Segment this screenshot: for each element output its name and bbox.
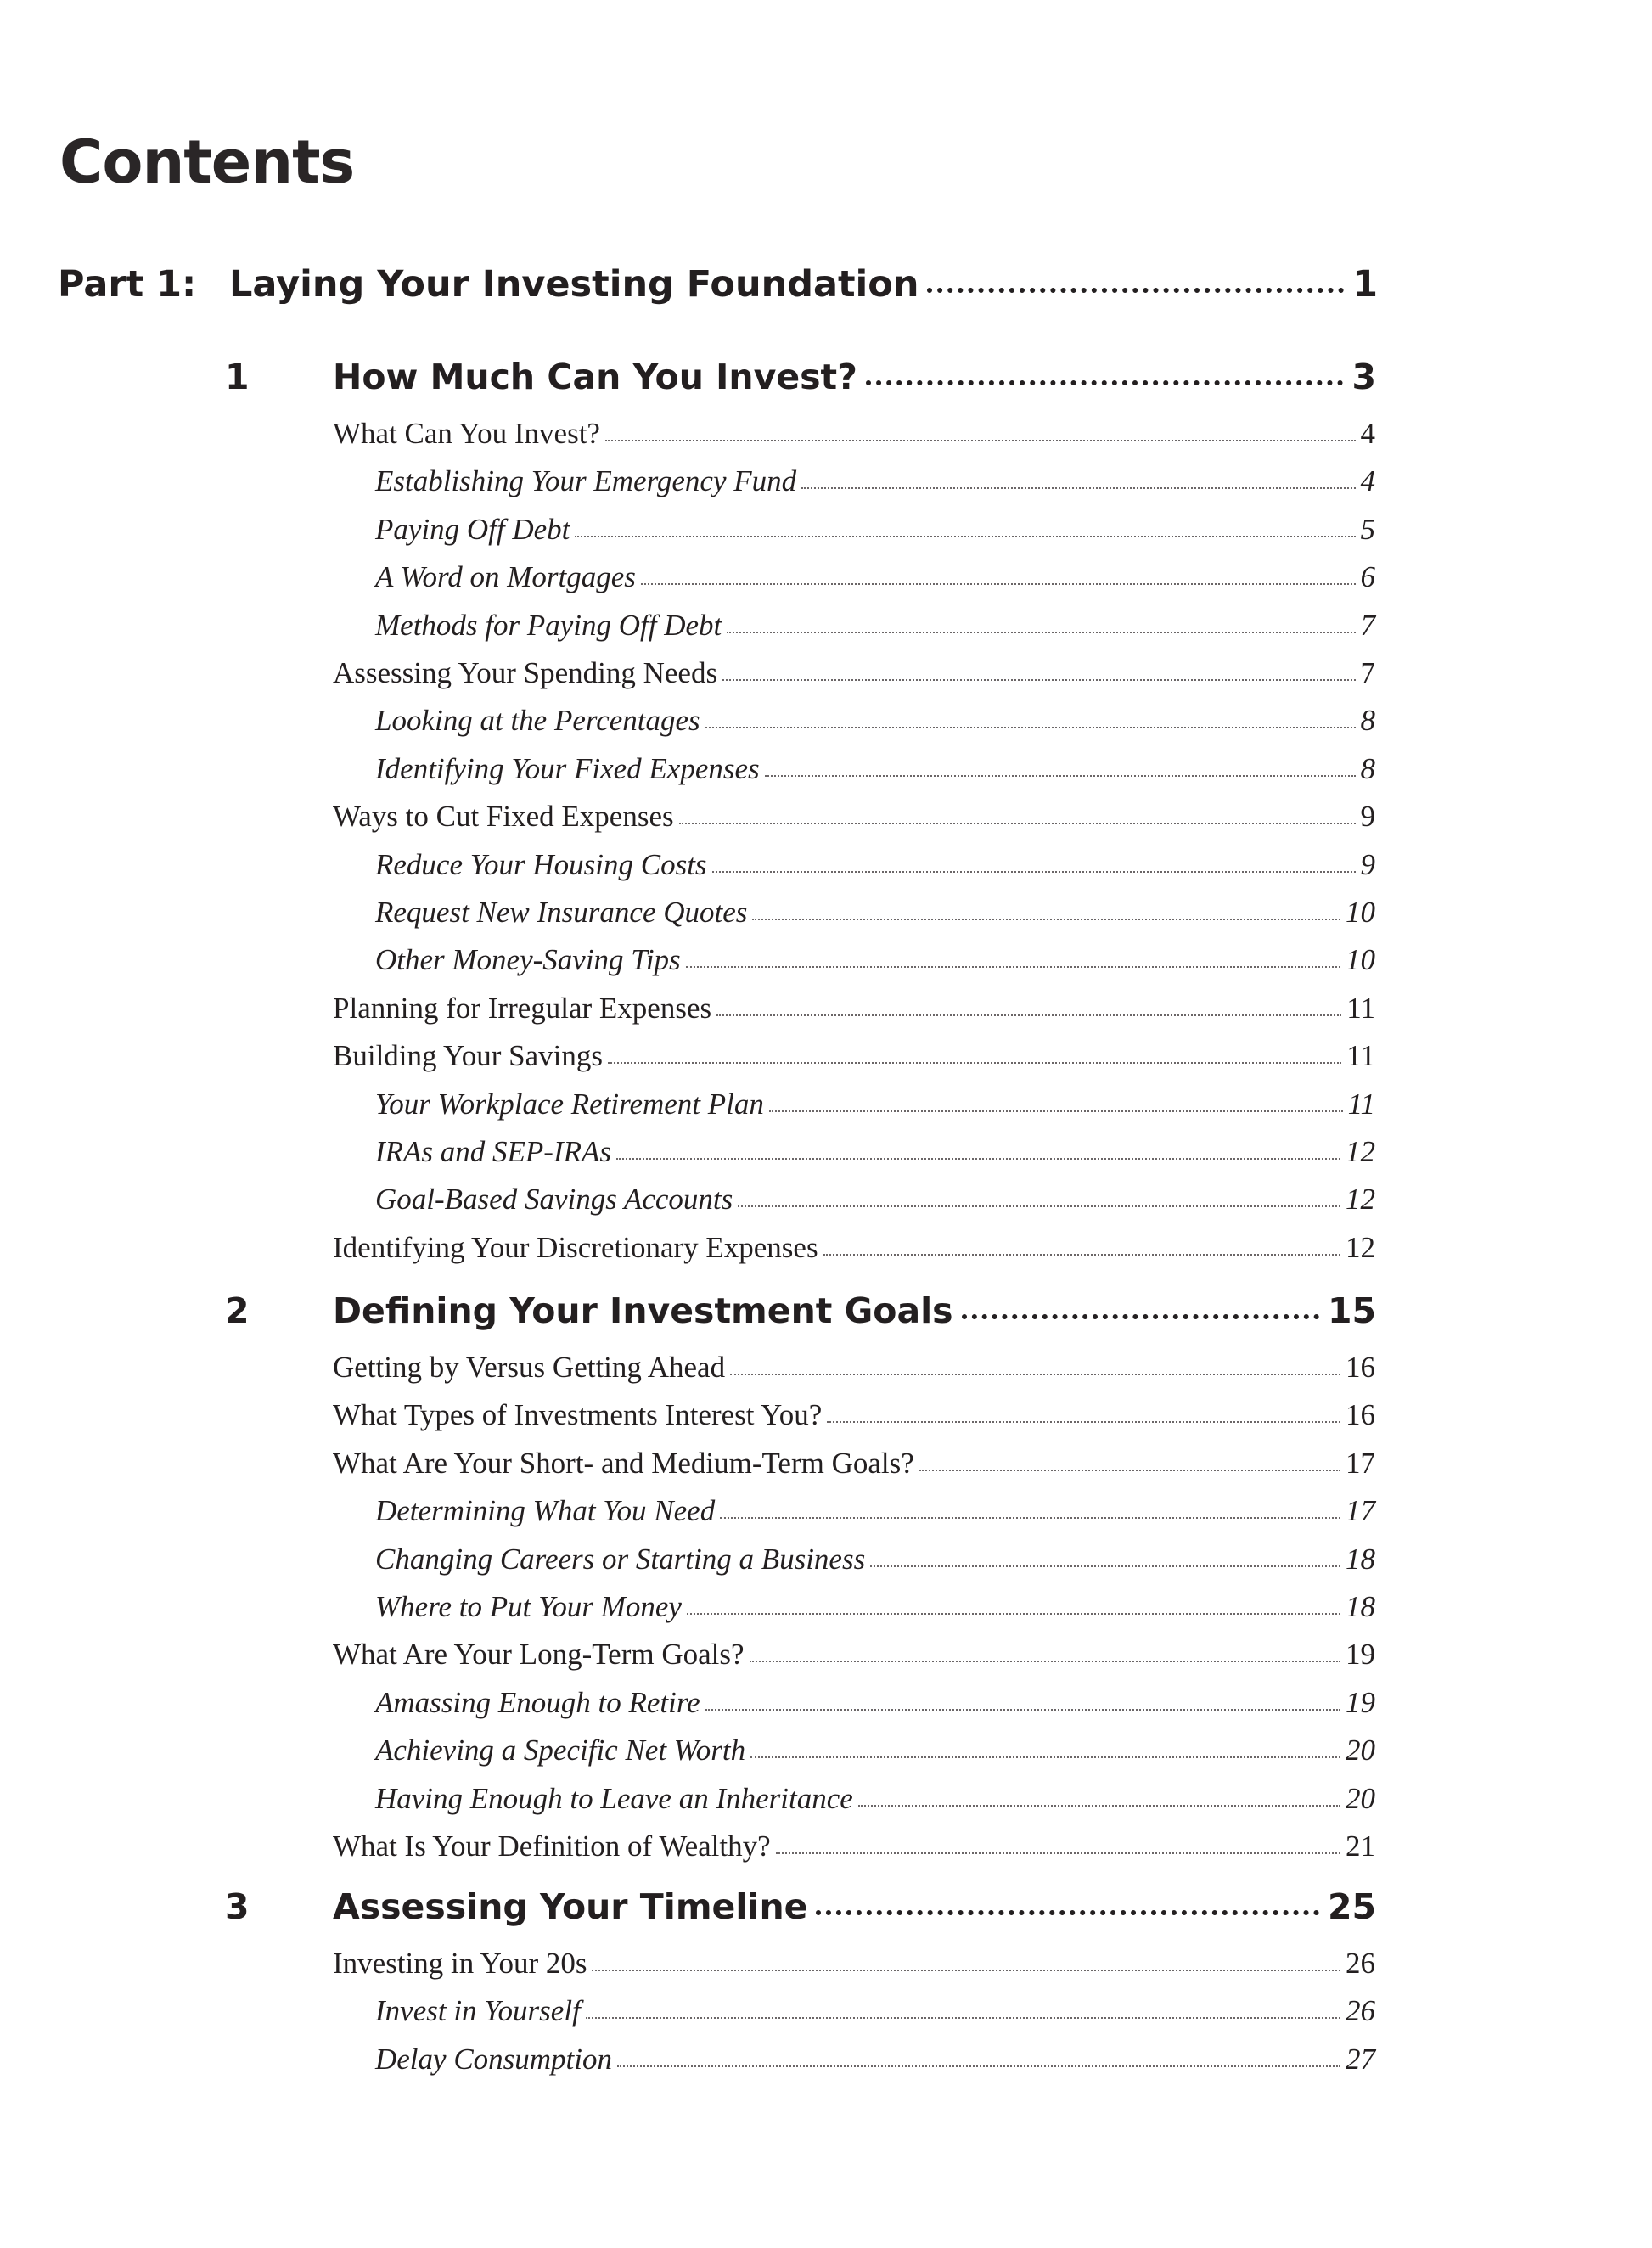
entry-title: Assessing Your Spending Needs <box>333 656 718 689</box>
entry-page-number: 26 <box>1346 1994 1375 2027</box>
dot-leader <box>823 1254 1340 1256</box>
entry-page-number: 12 <box>1346 1135 1375 1168</box>
entry-page-number: 6 <box>1360 560 1375 593</box>
entry-title: Identifying Your Fixed Expenses <box>375 752 760 785</box>
chapter-title: Defining Your Investment Goals <box>333 1290 953 1331</box>
entry-title: Planning for Irregular Expenses <box>333 992 712 1025</box>
entry-title: A Word on Mortgages <box>375 560 636 593</box>
entry-page-number: 9 <box>1360 848 1375 881</box>
entry-page-number: 7 <box>1360 609 1375 642</box>
entry-page-number: 11 <box>1347 1087 1375 1121</box>
entry-page-number: 20 <box>1346 1734 1375 1767</box>
entry-title: Changing Careers or Starting a Business <box>375 1543 866 1576</box>
toc-section-entry[interactable] <box>333 1947 1375 1981</box>
entry-title: Building Your Savings <box>333 1039 603 1072</box>
entry-title: Your Workplace Retirement Plan <box>375 1087 764 1121</box>
dot-leader <box>722 679 1355 681</box>
entry-page-number: 18 <box>1346 1543 1375 1576</box>
toc-chapter-entry[interactable] <box>225 1886 1376 1927</box>
entry-title: Determining What You Need <box>375 1494 716 1527</box>
dot-leader <box>765 775 1356 777</box>
dot-leader <box>686 966 1340 968</box>
toc-subsection-entry[interactable] <box>375 1590 1375 1624</box>
dot-leader <box>927 288 1344 293</box>
entry-title: Request New Insurance Quotes <box>375 896 748 929</box>
part-title: Laying Your Investing Foundation <box>229 263 919 306</box>
entry-title: Goal-Based Savings Accounts <box>375 1183 733 1216</box>
entry-page-number: 16 <box>1346 1398 1375 1431</box>
entry-title: Getting by Versus Getting Ahead <box>333 1351 726 1384</box>
dot-leader <box>919 1470 1340 1471</box>
entry-page-number: 17 <box>1346 1447 1375 1480</box>
entry-page-number: 4 <box>1360 464 1375 497</box>
entry-page-number: 5 <box>1360 513 1375 546</box>
toc-subsection-entry[interactable] <box>375 609 1375 643</box>
dot-leader <box>827 1421 1340 1423</box>
chapter-number: 2 <box>225 1290 250 1331</box>
toc-subsection-entry[interactable] <box>375 896 1375 930</box>
chapter-title: How Much Can You Invest? <box>333 357 857 397</box>
chapter-title: Assessing Your Timeline <box>333 1886 808 1927</box>
toc-section-entry[interactable] <box>333 1638 1375 1672</box>
dot-leader <box>750 1756 1340 1758</box>
toc-section-entry[interactable] <box>333 417 1375 451</box>
entry-title: What Types of Investments Interest You? <box>333 1398 823 1431</box>
entry-title: Having Enough to Leave an Inheritance <box>375 1782 853 1815</box>
toc-section-entry[interactable] <box>333 1398 1375 1432</box>
entry-page-number: 19 <box>1346 1686 1375 1719</box>
dot-leader <box>720 1517 1340 1519</box>
toc-subsection-entry[interactable] <box>375 1734 1375 1767</box>
dot-leader <box>776 1852 1340 1854</box>
toc-section-entry[interactable] <box>333 656 1375 690</box>
entry-page-number: 19 <box>1346 1638 1375 1671</box>
entry-page-number: 27 <box>1346 2043 1375 2076</box>
entry-title: IRAs and SEP-IRAs <box>375 1135 611 1168</box>
part-label: Part 1: <box>58 263 197 306</box>
dot-leader <box>816 1910 1318 1915</box>
dot-leader <box>752 919 1340 920</box>
entry-title: What Are Your Short- and Medium-Term Goals? <box>333 1447 914 1480</box>
dot-leader <box>641 583 1356 585</box>
entry-page-number: 10 <box>1346 943 1375 976</box>
entry-title: What Is Your Definition of Wealthy? <box>333 1829 771 1863</box>
part-page-number: 1 <box>1352 263 1378 306</box>
dot-leader <box>586 2017 1340 2019</box>
chapter-page-number: 15 <box>1327 1290 1376 1331</box>
toc-subsection-entry[interactable] <box>375 513 1375 547</box>
entry-title: Identifying Your Discretionary Expenses <box>333 1231 818 1264</box>
entry-page-number: 16 <box>1346 1351 1375 1384</box>
toc-subsection-entry[interactable] <box>375 1782 1375 1816</box>
toc-subsection-entry[interactable] <box>375 560 1375 594</box>
entry-page-number: 4 <box>1360 417 1375 450</box>
entry-title: Investing in Your 20s <box>333 1947 587 1980</box>
entry-page-number: 11 <box>1346 1039 1375 1072</box>
chapter-page-number: 25 <box>1327 1886 1376 1927</box>
dot-leader <box>705 1709 1340 1711</box>
entry-title: Paying Off Debt <box>375 513 570 546</box>
page-title: Contents <box>59 127 355 197</box>
dot-leader <box>750 1661 1340 1662</box>
toc-section-entry[interactable] <box>333 1829 1375 1863</box>
entry-title: Amassing Enough to Retire <box>375 1686 700 1719</box>
dot-leader <box>866 380 1344 385</box>
entry-page-number: 9 <box>1360 800 1375 833</box>
toc-section-entry[interactable] <box>333 800 1375 834</box>
dot-leader <box>712 871 1356 873</box>
entry-title: Ways to Cut Fixed Expenses <box>333 800 674 833</box>
toc-subsection-entry[interactable] <box>375 1494 1375 1528</box>
toc-subsection-entry[interactable] <box>375 943 1375 977</box>
entry-title: Methods for Paying Off Debt <box>375 609 722 642</box>
entry-title: Establishing Your Emergency Fund <box>375 464 797 497</box>
entry-page-number: 12 <box>1346 1183 1375 1216</box>
dot-leader <box>616 1158 1340 1160</box>
dot-leader <box>738 1205 1340 1207</box>
entry-page-number: 18 <box>1346 1590 1375 1623</box>
dot-leader <box>605 440 1356 441</box>
chapter-page-number: 3 <box>1351 357 1376 397</box>
dot-leader <box>727 632 1355 633</box>
entry-title: Achieving a Specific Net Worth <box>375 1734 746 1767</box>
toc-subsection-entry[interactable] <box>375 2043 1375 2077</box>
toc-subsection-entry[interactable] <box>375 704 1375 738</box>
chapter-number: 3 <box>225 1886 250 1927</box>
entry-title: Where to Put Your Money <box>375 1590 682 1623</box>
toc-subsection-entry[interactable] <box>375 848 1375 882</box>
dot-leader <box>858 1805 1340 1807</box>
dot-leader <box>962 1314 1319 1319</box>
toc-section-entry[interactable] <box>333 1231 1375 1265</box>
dot-leader <box>592 1970 1340 1971</box>
dot-leader <box>617 2065 1340 2067</box>
dot-leader <box>705 727 1356 728</box>
toc-section-entry[interactable] <box>333 1351 1375 1385</box>
entry-title: Delay Consumption <box>375 2043 613 2076</box>
entry-page-number: 7 <box>1360 656 1375 689</box>
toc-section-entry[interactable] <box>333 1039 1375 1073</box>
entry-page-number: 26 <box>1346 1947 1375 1980</box>
toc-chapter-entry[interactable] <box>225 357 1376 397</box>
dot-leader <box>608 1062 1341 1064</box>
toc-subsection-entry[interactable] <box>375 1994 1375 2028</box>
dot-leader <box>870 1565 1340 1567</box>
entry-page-number: 20 <box>1346 1782 1375 1815</box>
entry-page-number: 21 <box>1346 1829 1375 1863</box>
entry-page-number: 17 <box>1346 1494 1375 1527</box>
toc-subsection-entry[interactable] <box>375 752 1375 786</box>
entry-title: What Can You Invest? <box>333 417 600 450</box>
entry-title: Invest in Yourself <box>375 1994 581 2027</box>
entry-page-number: 10 <box>1346 896 1375 929</box>
dot-leader <box>730 1374 1340 1375</box>
entry-page-number: 12 <box>1346 1231 1375 1264</box>
toc-subsection-entry[interactable] <box>375 464 1375 498</box>
dot-leader <box>716 1014 1341 1016</box>
toc-chapter-entry[interactable] <box>225 1290 1376 1331</box>
entry-page-number: 11 <box>1346 992 1375 1025</box>
toc-subsection-entry[interactable] <box>375 1135 1375 1169</box>
dot-leader <box>679 823 1356 824</box>
chapter-number: 1 <box>225 357 250 397</box>
toc-section-entry[interactable] <box>333 992 1375 1026</box>
toc-subsection-entry[interactable] <box>375 1183 1375 1217</box>
entry-title: Reduce Your Housing Costs <box>375 848 707 881</box>
dot-leader <box>687 1613 1340 1615</box>
toc-part-entry[interactable] <box>58 263 1378 306</box>
dot-leader <box>769 1110 1343 1112</box>
toc-section-entry[interactable] <box>333 1447 1375 1481</box>
toc-subsection-entry[interactable] <box>375 1686 1375 1720</box>
entry-page-number: 8 <box>1360 752 1375 785</box>
entry-title: What Are Your Long-Term Goals? <box>333 1638 745 1671</box>
entry-title: Other Money-Saving Tips <box>375 943 681 976</box>
toc-subsection-entry[interactable] <box>375 1087 1375 1121</box>
dot-leader <box>575 536 1355 537</box>
toc-subsection-entry[interactable] <box>375 1543 1375 1576</box>
entry-page-number: 8 <box>1360 704 1375 737</box>
entry-title: Looking at the Percentages <box>375 704 700 737</box>
dot-leader <box>801 487 1355 489</box>
